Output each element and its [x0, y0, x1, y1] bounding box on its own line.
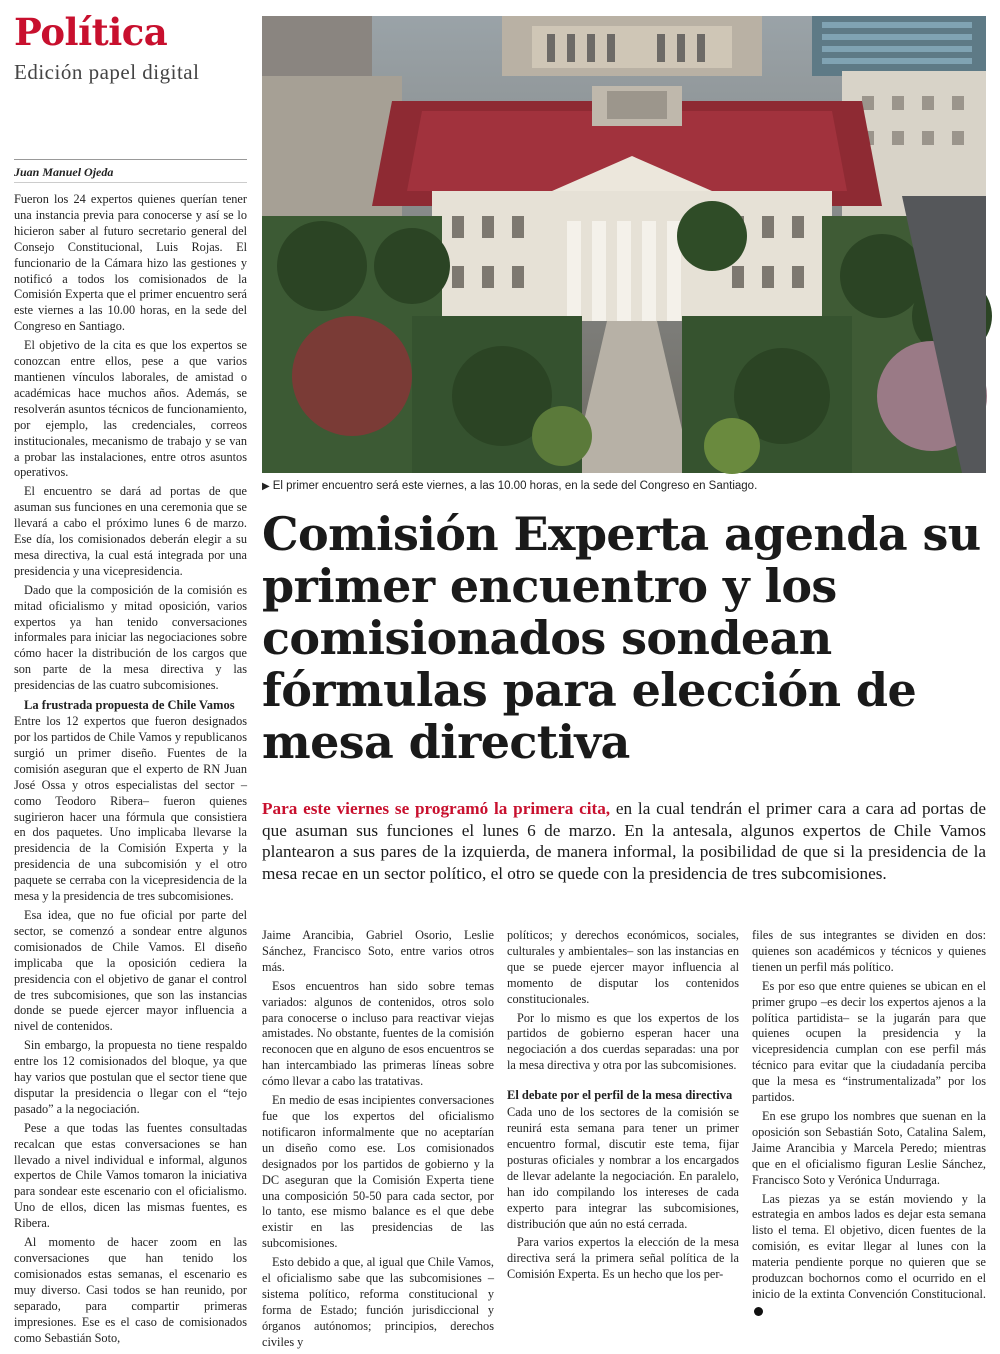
paragraph: políticos; y derechos económicos, sociales, culturales y ambientales– son las instancias en que se puede ejercer mayor influencia al momento de disputar los contenidos constitucionales.	[507, 928, 739, 1006]
paragraph: Cada uno de los sectores de la comisión se reunirá esta semana para tener un primer encuentro formal, discutir este tema, fijar posturas oficiales y nombrar a los encargados de llevar adelante la negociación. En paralelo, han ido compilando los intereses de cada experto para integrar las subcomisiones, distribución que aún no está cerrada.	[507, 1105, 739, 1231]
paragraph: El encuentro se dará ad portas de que asuman sus funciones en una ceremonia que se llevará a cabo el próximo lunes 6 de marzo. Ese día, los comisionados deberán elegir a su mesa directiva, la cual está integrada por una presidencia y una vicepresidencia.	[14, 484, 247, 578]
paragraph: Fueron los 24 expertos quienes querían tener una instancia previa para conocerse y así se lo hicieron saber al futuro secretario general del Consejo Constitucional, Luis Rojas. El funcionario de la Cámara hizo las gestiones y notificó a todos los comisionados de la Comisión Experta que el primer encuentro será este viernes a las 10.00 horas, en la sede del Congreso en Santiago.	[14, 192, 247, 334]
paragraph: Al momento de hacer zoom en las conversaciones que han tenido los comisionados estas semanas, el escenario es muy diverso. Casi todos se han reunido, por separado, para compartir primeras impresiones. Ese es el caso de comisionados como Sebastián Soto,	[14, 1235, 247, 1345]
article-column-4	[752, 928, 986, 1322]
article-column-1	[14, 192, 247, 1349]
congress-aerial-photo	[262, 16, 986, 473]
paragraph: Por lo mismo es que los expertos de los partidos de gobierno esperan hacer una negociación a dos cuerdas separadas: una por la mesa directiva y otra por las subcomisiones.	[507, 1010, 739, 1073]
paragraph: Jaime Arancibia, Gabriel Osorio, Leslie Sánchez, Francisco Soto, entre varios otros más.	[262, 928, 494, 974]
paragraph: Entre los 12 expertos que fueron designados por los partidos de Chile Vamos y republicanos surgió un primer diseño. Fuentes de la comisión aseguran que el experto de RN Juan José Ossa y otros especialistas del sector –como Teodoro Ribera– fueron quienes sugirieron hacer una fórmula que consistiera en dos paquetes. Uno implicaba llevarse la presidencia de la Comisión Experta y la presidencia de una subcomisión y el otro paquete se cerraba con la vicepresidencia de la mesa y la presidencia de tres subcomisiones.	[14, 714, 247, 904]
byline: Juan Manuel Ojeda	[14, 165, 114, 179]
article-column-3	[507, 928, 739, 1286]
section-title: Política	[14, 10, 168, 54]
author-rule-bottom	[14, 182, 247, 183]
paragraph: Pese a que todas las fuentes consultadas recalcan que estas conversaciones se han llevado a nivel individual e informal, algunos expertos de Chile Vamos tomaron la iniciativa para sondear este escenario con el oficialismo. Uno de ellos, dicen las mismas fuentes, es Ribera.	[14, 1120, 247, 1231]
paragraph: files de sus integrantes se dividen en dos: quienes son académicos y técnicos y quienes tienen un perfil más político.	[752, 928, 986, 974]
paragraph: Es por eso que entre quienes se ubican en el primer grupo –es decir los expertos ajenos a la política partidista– se la jugarán para que quienes ocupen la presidencia y la vicepresidencia cumplan con ese perfil más técnico para evitar que la ciudadanía perciba que la mesa es “instrumentalizada” por los partidos.	[752, 978, 986, 1105]
paragraph-text: Las piezas ya se están moviendo y la estrategia en ambos lados es dejar esta semana listo el tema. El objetivo, dicen fuentes de la comisión, es evitar llegar al lunes con la materia pendiente porque no quieren que se produzcan bochornos como el ocurrido en el inicio de la extinta Convención Constitucional.	[752, 1191, 986, 1301]
section-subtitle: Edición papel digital	[14, 60, 200, 84]
paragraph: En ese grupo los nombres que suenan en la oposición son Sebastián Soto, Catalina Salem, Jaime Arancibia y Marcela Peredo; mientras que en el oficialismo figuran Leslie Sánchez, Francisco Soto y Verónica Undurraga.	[752, 1108, 986, 1187]
paragraph: El objetivo de la cita es que los expertos se conozcan entre ellos, pese a que varios mantienen vínculos laborales, de amistad o académicas hace muchos años. Además, se resolverán asuntos técnicos de funcionamiento, por ejemplo, las credenciales, correos institucionales, mecanismo de trabajo y se van a probar las instalaciones, entre otros asuntos operativos.	[14, 338, 247, 480]
author-rule-top	[14, 159, 247, 160]
end-mark-icon	[754, 1307, 763, 1316]
article-column-2	[262, 928, 494, 1354]
subheading: El debate por el perfil de la mesa directiva	[507, 1088, 733, 1103]
photo-caption	[262, 480, 757, 492]
lede-text: en la cual tendrán el primer cara a cara ad portas de que asuman sus funciones el lunes 6 de marzo. En la antesala, algunos expertos de Chile Vamos plantearon a sus pares de la izquierda, de manera informal, la posibilidad de que si la presidencia de la mesa recae en un sector político, el otro se quede con la presidencia de tres subcomisiones.	[262, 799, 986, 883]
lede	[262, 798, 986, 884]
caption-text: El primer encuentro será este viernes, a las 10.00 horas, en la sede del Congreso en Santiago.	[272, 480, 758, 492]
lede-kicker: Para este viernes se programó la primera cita,	[262, 799, 611, 818]
paragraph: En medio de esas incipientes conversaciones fue que los expertos del oficialismo notificaron informalmente que no aceptarían un diseño como ese. Los comisionados designados por los partidos de gobierno y la DC aseguran que la Comisión Experta tiene una composición 50-50 para cada sector, por lo tanto, ese mismo balance es el que debe existir en las presidencias de las subcomisiones.	[262, 1093, 494, 1251]
paragraph: Para varios expertos la elección de la mesa directiva será la primera señal política de la Comisión Experta. Es un hecho que los per-	[507, 1235, 739, 1282]
paragraph: Sin embargo, la propuesta no tiene respaldo entre los 12 comisionados del bloque, ya que hay varios que postulan que el sector tiene que disputar la presidencia o llegar con el “tejo pasado” a la negociación.	[14, 1038, 247, 1116]
paragraph: Esa idea, que no fue oficial por parte del sector, se comenzó a sondear entre algunos comisionados de Chile Vamos. El diseño implicaba que la oposición cediera la presidencia con el objetivo de ganar el control de tres subcomisiones, que son las instancias donde se puede ejercer mayor influencia a nivel de contenidos.	[14, 907, 247, 1034]
subheading: La frustrada propuesta de Chile Vamos	[24, 698, 235, 713]
paragraph: Esto debido a que, al igual que Chile Vamos, el oficialismo sabe que las subcomisiones –sistema político, reforma constitucional y forma de Estado; función jurisdiccional y órganos autónomos; principios, derechos civiles y	[262, 1255, 494, 1349]
caption-arrow-icon: ▶	[262, 481, 270, 492]
paragraph: Esos encuentros han sido sobre temas variados: algunos de contenidos, otros solo para conocerse o incluso para reactivar viejas amistades. No obstante, fuentes de la comisión reconocen que en alguno de esos encuentros se han intercambiado las primeras líneas sobre cómo llevar a cabo las tratativas.	[262, 978, 494, 1089]
paragraph	[752, 1192, 986, 1319]
paragraph: Dado que la composición de la comisión es mitad oficialismo y mitad oposición, varios expertos ya han tenido conversaciones informales para iniciar las negociaciones sobre cómo hacer la distribución de los cargos que son parte de la mesa directiva y las presidencias de las cuatro subcomisiones.	[14, 582, 247, 693]
headline: Comisión Experta agenda su primer encuentro y los comisionados sondean fórmulas para elección de mesa directiva	[262, 507, 981, 769]
